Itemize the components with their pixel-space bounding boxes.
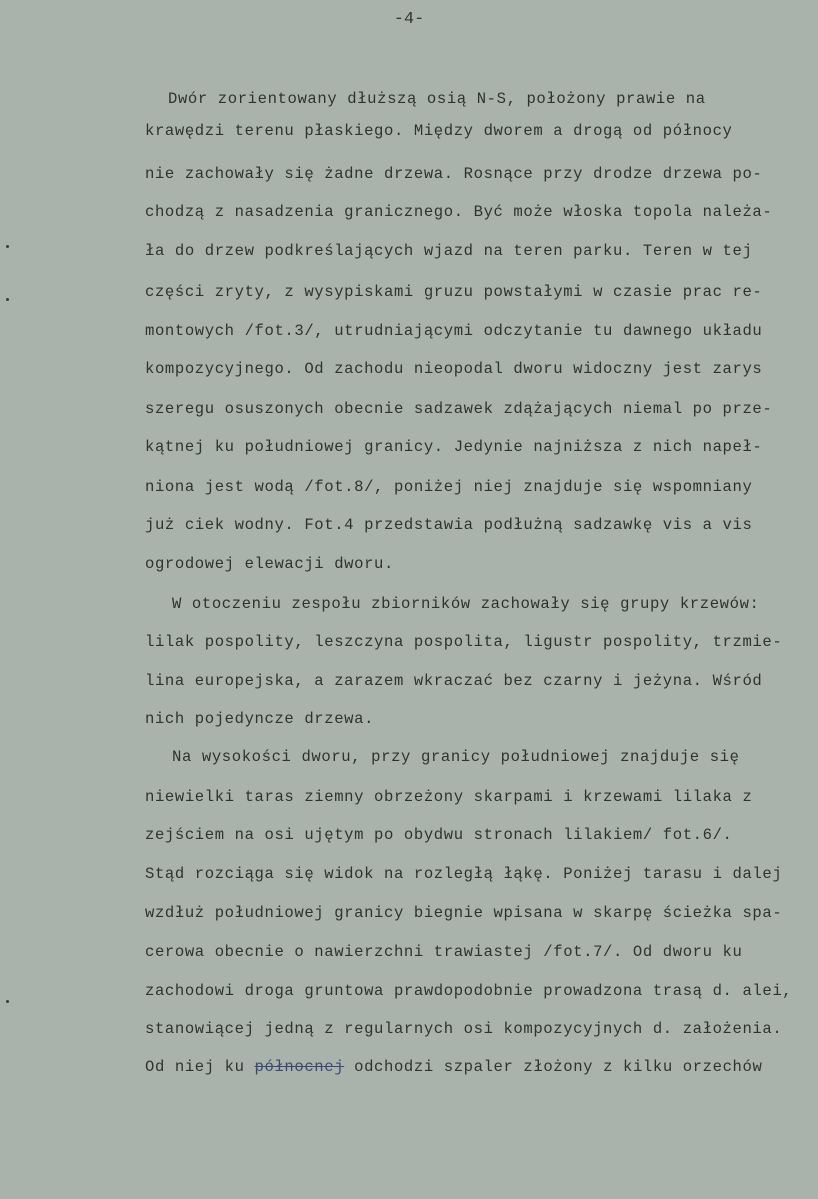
text-line: chodzą z nasadzenia granicznego. Być może włoska topola należa- (145, 203, 773, 221)
text-line: zachodowi droga gruntowa prawdopodobnie prowadzona trasą d. alei, (145, 982, 793, 1000)
handwritten-correction: północnej (254, 1058, 345, 1076)
text-line: szeregu osuszonych obecnie sadzawek zdążających niemal po prze- (145, 400, 773, 418)
margin-mark (6, 245, 9, 248)
text-line: lina europejska, a zarazem wkraczać bez czarny i jeżyna. Wśród (145, 672, 763, 690)
text-line: W otoczeniu zespołu zbiorników zachowały się grupy krzewów: (172, 595, 760, 613)
text-line: montowych /fot.3/, utrudniającymi odczytanie tu dawnego układu (145, 322, 763, 340)
text-segment: odchodzi szpaler złożony z kilku orzechów (344, 1058, 763, 1076)
page-number: -4- (393, 10, 425, 29)
text-line-with-correction (145, 1058, 762, 1076)
text-line: Dwór zorientowany dłuższą osią N-S, położony prawie na (168, 90, 706, 108)
text-line: nich pojedyncze drzewa. (145, 710, 375, 728)
text-line: ogrodowej elewacji dworu. (145, 555, 394, 573)
text-line: cerowa obecnie o nawierzchni trawiastej /fot.7/. Od dworu ku (145, 943, 743, 961)
text-segment: Od niej ku (145, 1058, 255, 1076)
text-line: zejściem na osi ujętym po obydwu stronach lilakiem/ fot.6/. (145, 826, 733, 844)
text-line: ła do drzew podkreślających wjazd na teren parku. Teren w tej (145, 242, 753, 260)
text-line: Stąd rozciąga się widok na rozległą łąkę. Poniżej tarasu i dalej (145, 865, 783, 883)
text-line: niona jest wodą /fot.8/, poniżej niej znajduje się wspomniany (145, 478, 753, 496)
margin-mark (6, 298, 9, 301)
text-line: krawędzi terenu płaskiego. Między dworem a drogą od północy (145, 122, 733, 140)
text-line: niewielki taras ziemny obrzeżony skarpami i krzewami lilaka z (145, 788, 753, 806)
margin-mark (6, 1000, 9, 1003)
text-line: części zryty, z wysypiskami gruzu powstałymi w czasie prac re- (145, 283, 763, 301)
text-line: lilak pospolity, leszczyna pospolita, ligustr pospolity, trzmie- (145, 633, 783, 651)
text-line: wzdłuż południowej granicy biegnie wpisana w skarpę ścieżka spa- (145, 904, 783, 922)
text-line: już ciek wodny. Fot.4 przedstawia podłużną sadzawkę vis a vis (145, 516, 753, 534)
text-line: kątnej ku południowej granicy. Jedynie najniższa z nich napeł- (145, 438, 763, 456)
text-line: stanowiącej jedną z regularnych osi kompozycyjnych d. założenia. (145, 1020, 783, 1038)
text-line: kompozycyjnego. Od zachodu nieopodal dworu widoczny jest zarys (145, 360, 763, 378)
text-line: Na wysokości dworu, przy granicy południowej znajduje się (172, 748, 740, 766)
text-line: nie zachowały się żadne drzewa. Rosnące przy drodze drzewa po- (145, 165, 763, 183)
